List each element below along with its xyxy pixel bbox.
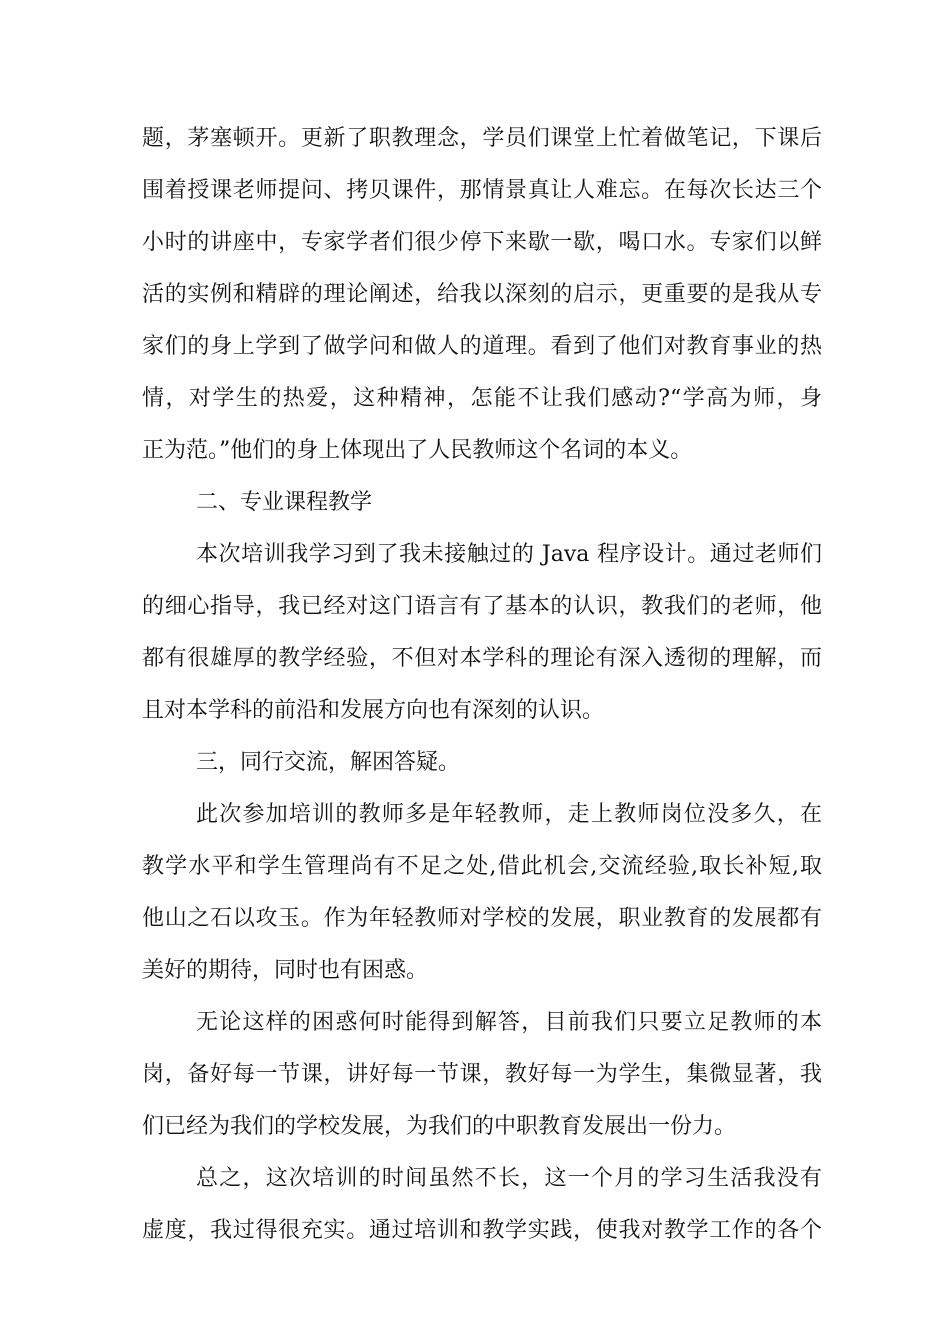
text-line: 无论这样的困惑何时能得到解答，目前我们只要立足教师的本 <box>196 1010 822 1035</box>
text-line: 小时的讲座中，专家学者们很少停下来歇一歇，喝口水。专家们以鲜 <box>142 230 822 255</box>
text-line: 正为范。”他们的身上体现出了人民教师这个名词的本义。 <box>142 438 693 463</box>
text-line: 本次培训我学习到了我未接触过的 Java 程序设计。通过老师们 <box>196 542 822 567</box>
text-line: 教学水平和学生管理尚有不足之处,借此机会,交流经验,取长补短,取 <box>142 854 822 879</box>
text-line: 总之，这次培训的时间虽然不长，这一个月的学习生活我没有 <box>196 1166 822 1191</box>
section-heading: 二、专业课程教学 <box>196 490 373 515</box>
text-line: 美好的期待，同时也有困惑。 <box>142 958 429 983</box>
text-line: 虚度，我过得很充实。通过培训和教学实践，使我对教学工作的各个 <box>142 1218 822 1243</box>
text-line: 此次参加培训的教师多是年轻教师，走上教师岗位没多久，在 <box>196 802 822 827</box>
text-line: 岗，备好每一节课，讲好每一节课，教好每一为学生，集微显著，我 <box>142 1062 822 1087</box>
text-line: 的细心指导，我已经对这门语言有了基本的认识，教我们的老师，他 <box>142 594 822 619</box>
text-line: 们已经为我们的学校发展，为我们的中职教育发展出一份力。 <box>142 1114 737 1139</box>
section-heading: 三，同行交流，解困答疑。 <box>196 750 461 775</box>
text-line: 活的实例和精辟的理论阐述，给我以深刻的启示，更重要的是我从专 <box>142 282 822 307</box>
text-line: 情，对学生的热爱，这种精神，怎能不让我们感动?“学高为师，身 <box>142 386 822 411</box>
text-line: 都有很雄厚的教学经验，不但对本学科的理论有深入透彻的理解，而 <box>142 646 822 671</box>
text-line: 围着授课老师提问、拷贝课件，那情景真让人难忘。在每次长达三个 <box>142 178 822 203</box>
text-line: 他山之石以攻玉。作为年轻教师对学校的发展，职业教育的发展都有 <box>142 906 822 931</box>
text-line: 且对本学科的前沿和发展方向也有深刻的认识。 <box>142 698 605 723</box>
text-line: 家们的身上学到了做学问和做人的道理。看到了他们对教育事业的热 <box>142 334 822 359</box>
text-line: 题，茅塞顿开。更新了职教理念，学员们课堂上忙着做笔记，下课后 <box>142 126 822 151</box>
